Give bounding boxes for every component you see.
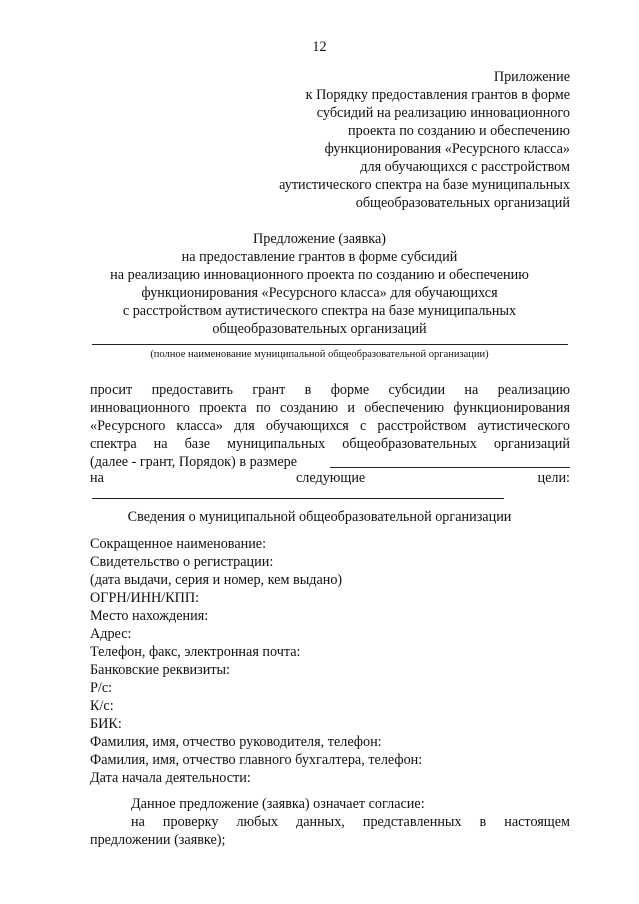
field-director: Фамилия, имя, отчество руководителя, телефон: bbox=[90, 734, 382, 750]
title-line: на реализацию инновационного проекта по созданию и обеспечению bbox=[110, 267, 529, 283]
consent-line: на проверку любых данных, представленных в настоящем bbox=[131, 814, 570, 830]
field-short-name: Сокращенное наименование: bbox=[90, 536, 267, 552]
purpose-word-3: цели: bbox=[537, 470, 570, 486]
field-rs: Р/с: bbox=[90, 680, 113, 696]
request-line: спектра на базе муниципальных общеобразовательных организаций bbox=[90, 436, 570, 452]
page-number: 12 bbox=[312, 39, 327, 55]
field-location: Место нахождения: bbox=[90, 608, 209, 624]
consent-line: предложении (заявке); bbox=[90, 832, 226, 848]
title-line: общеобразовательных организаций bbox=[212, 321, 427, 337]
field-ks: К/с: bbox=[90, 698, 114, 714]
annex-line: аутистического спектра на базе муниципальных bbox=[279, 177, 570, 193]
annex-line: Приложение bbox=[493, 69, 570, 85]
field-bik: БИК: bbox=[90, 716, 122, 732]
field-registration: Свидетельство о регистрации: bbox=[90, 554, 274, 570]
org-name-caption: (полное наименование муниципальной общеобразовательной организации) bbox=[150, 349, 489, 360]
annex-line: общеобразовательных организаций bbox=[355, 195, 570, 211]
purpose-word-1: на bbox=[90, 470, 104, 486]
consent-intro: Данное предложение (заявка) означает согласие: bbox=[131, 796, 425, 812]
title-line: на предоставление грантов в форме субсидий bbox=[181, 249, 458, 265]
annex-line: для обучающихся с расстройством bbox=[360, 159, 570, 175]
section-title: Сведения о муниципальной общеобразовательной организации bbox=[127, 509, 512, 525]
annex-line: функционирования «Ресурсного класса» bbox=[324, 141, 570, 157]
annex-line: к Порядку предоставления грантов в форме bbox=[305, 87, 570, 103]
request-line: просит предоставить грант в форме субсидии на реализацию bbox=[90, 382, 570, 398]
amount-label: (далее - грант, Порядок) в размере bbox=[90, 454, 298, 470]
annex-line: субсидий на реализацию инновационного bbox=[316, 105, 570, 121]
purpose-word-2: следующие bbox=[296, 470, 366, 486]
request-line: инновационного проекта по созданию и обеспечению функционирования bbox=[90, 400, 570, 416]
purpose-blank bbox=[92, 498, 504, 499]
field-address: Адрес: bbox=[90, 626, 132, 642]
amount-blank bbox=[330, 467, 570, 468]
field-bank: Банковские реквизиты: bbox=[90, 662, 230, 678]
field-start-date: Дата начала деятельности: bbox=[90, 770, 251, 786]
field-ogrn: ОГРН/ИНН/КПП: bbox=[90, 590, 200, 606]
field-accountant: Фамилия, имя, отчество главного бухгалтера, телефон: bbox=[90, 752, 423, 768]
field-registration-note: (дата выдачи, серия и номер, кем выдано) bbox=[90, 572, 343, 588]
document-title: Предложение (заявка) bbox=[253, 231, 386, 247]
annex-line: проекта по созданию и обеспечению bbox=[348, 123, 570, 139]
request-line: «Ресурсного класса» для обучающихся с расстройством аутистического bbox=[90, 418, 570, 434]
title-line: с расстройством аутистического спектра на базе муниципальных bbox=[122, 303, 517, 319]
title-line: функционирования «Ресурсного класса» для обучающихся bbox=[141, 285, 498, 301]
field-contacts: Телефон, факс, электронная почта: bbox=[90, 644, 301, 660]
org-name-blank bbox=[92, 344, 568, 345]
